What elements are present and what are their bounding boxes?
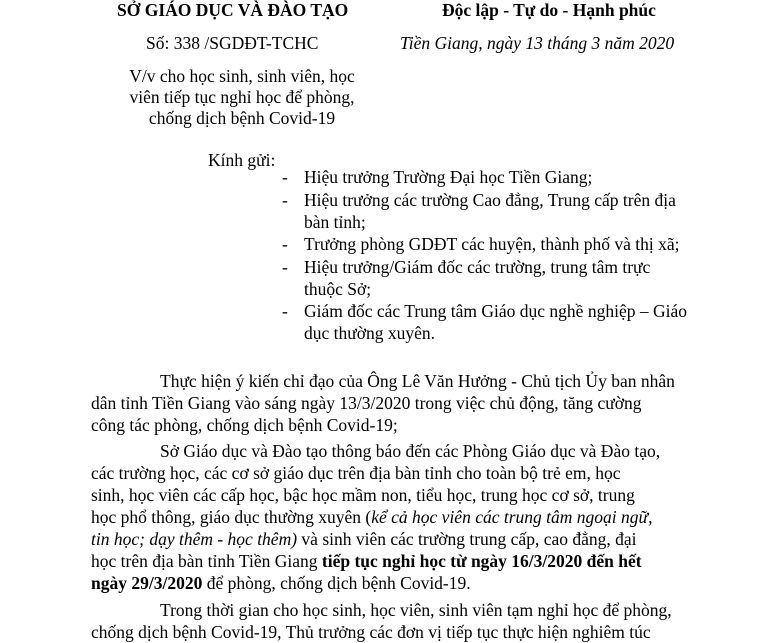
italic-run: kể cả học viên các trung tâm ngoại ngữ, [371, 507, 653, 527]
paragraph-line: Thực hiện ý kiến chỉ đạo của Ông Lê Văn Hưởng - Chủ tịch Ủy ban nhân [160, 371, 675, 391]
bold-run: tiếp tục nghỉ học từ ngày 16/3/2020 đến hết [321, 551, 642, 571]
subject [80, 66, 404, 129]
paragraph-line: Trong thời gian cho học sinh, học viên, sinh viên tạm nghỉ học để phòng, [160, 600, 672, 620]
document-number: Số: 338 /SGDĐT-TCHC [146, 33, 319, 53]
recipient-text: Hiệu trưởng/Giám đốc các trường, trung tâm trực [304, 257, 651, 277]
text-run: để phòng, chống dịch bệnh Covid-19. [202, 573, 471, 593]
recipient-text: bàn tỉnh; [304, 212, 366, 232]
paragraph-line [91, 572, 471, 594]
subject-line: viên tiếp tục nghỉ học để phòng, [129, 87, 355, 107]
dash-bullet: - [282, 234, 288, 254]
text-run: học trên địa bàn tỉnh Tiền Giang [91, 551, 322, 571]
subject-line: chống dịch bệnh Covid-19 [148, 108, 336, 128]
recipient-text: thuộc Sở; [304, 279, 372, 299]
paragraph-line [91, 550, 642, 572]
subject-line: V/v cho học sinh, sinh viên, học [129, 66, 355, 86]
dash-bullet: - [282, 190, 288, 210]
paragraph-line: Sở Giáo dục và Đào tạo thông báo đến các Phòng Giáo dục và Đào tạo, [160, 441, 661, 461]
recipient-text: Trưởng phòng GDĐT các huyện, thành phố và thị xã; [304, 234, 680, 254]
recipient-text: Hiệu trưởng các trường Cao đẳng, Trung cấp trên địa [304, 190, 676, 210]
dash-bullet: - [282, 167, 288, 187]
italic-run: tin học; dạy thêm - học thêm) [91, 529, 298, 549]
text-run: học phổ thông, giáo dục thường xuyên ( [91, 507, 372, 527]
paragraph-line: chống dịch bệnh Covid-19, Thủ trưởng các đơn vị tiếp tục thực hiện nghiêm túc [91, 622, 651, 642]
dash-bullet: - [282, 257, 288, 277]
text-run: và sinh viên các trường trung cấp, cao đẳng, đại [297, 529, 637, 549]
place-date: Tiền Giang, ngày 13 tháng 3 năm 2020 [400, 33, 675, 53]
dash-bullet: - [282, 301, 288, 321]
recipient-text: Hiệu trưởng Trường Đại học Tiền Giang; [304, 167, 593, 187]
agency-name: SỞ GIÁO DỤC VÀ ĐÀO TẠO [117, 0, 349, 20]
paragraph-line: công tác phòng, chống dịch bệnh Covid-19; [91, 415, 398, 435]
salutation: Kính gửi: [208, 150, 276, 170]
national-motto: Độc lập - Tự do - Hạnh phúc [442, 0, 656, 20]
paragraph-line: dân tỉnh Tiền Giang vào sáng ngày 13/3/2020 trong việc chủ động, tăng cường [91, 393, 642, 413]
paragraph-line [91, 506, 652, 528]
paragraph-line: sinh, học viên các cấp học, bậc học mầm non, tiểu học, trung học cơ sở, trung [91, 485, 635, 505]
paragraph-line [91, 528, 637, 550]
recipient-text: Giám đốc các Trung tâm Giáo dục nghề nghiệp – Giáo [304, 301, 687, 321]
recipient-text: dục thường xuyên. [304, 323, 436, 343]
paragraph-line: các trường học, các cơ sở giáo dục trên địa bàn tỉnh cho toàn bộ trẻ em, học [91, 463, 621, 483]
bold-run: ngày 29/3/2020 [91, 573, 203, 593]
